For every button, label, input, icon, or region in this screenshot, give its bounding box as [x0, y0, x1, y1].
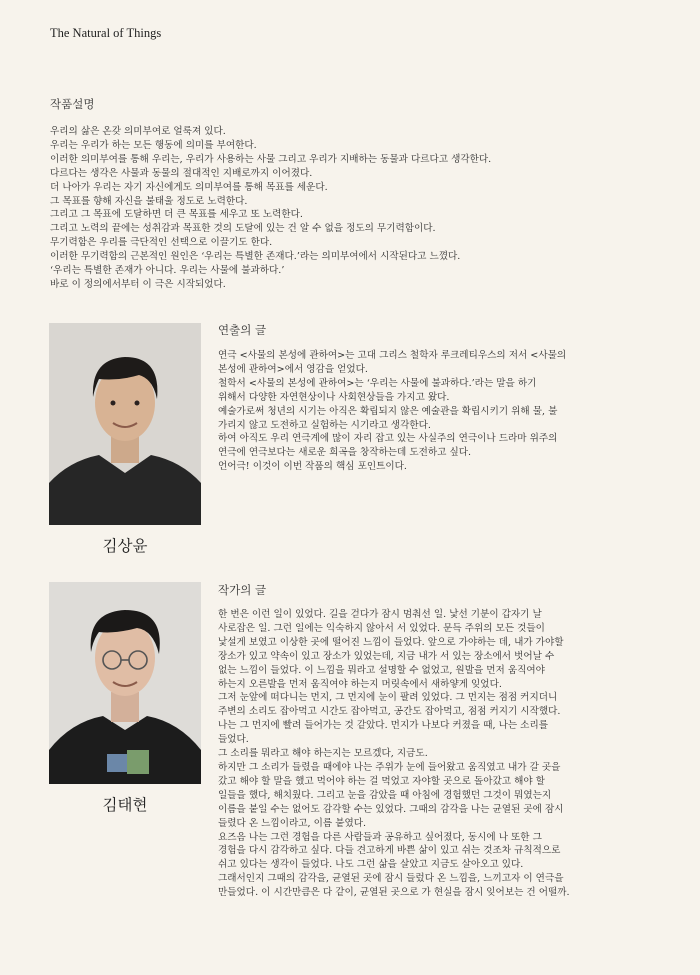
writer-line: 장소가 있고 약속이 있고 장소가 있었는데, 지금 내가 서 있는 장소에서 벗어날 수 — [218, 650, 555, 662]
writer-line: 없는 느낌이 들었다. 이 느낌을 뭐라고 설명할 수 없었고, 원발을 먼저 움직여야 — [218, 664, 545, 676]
director-text — [218, 349, 566, 474]
director-line: 연극 <사물의 본성에 관하여>는 고대 그리스 철학자 루크레티우스의 저서 <사물의 — [218, 350, 567, 361]
director-line: 연극에 연극보다는 새로운 희곡을 창작하는데 도전하고 싶다. — [218, 447, 472, 459]
synopsis-line: 더 나아가 우리는 자기 자신에게도 의미부여를 통해 목표를 세운다. — [50, 181, 328, 193]
writer-line: 주변의 소리도 잡아먹고 시간도 잡아먹고, 공간도 잡아먹고, 점점 커지기 시작했다. — [218, 706, 561, 718]
director-photo — [49, 323, 201, 525]
writer-photo — [49, 582, 201, 784]
director-line: 하여 아직도 우리 연극계에 많이 자리 잡고 있는 사실주의 연극이나 드라마 위주의 — [218, 433, 558, 445]
writer-section-title: 작가의 글 — [218, 583, 267, 597]
synopsis-line: 이러한 무기력함의 근본적인 원인은 ‘우리는 특별한 존재다.’라는 의미부여에서 시작된다고 느꼈다. — [50, 251, 461, 263]
writer-line: 경험을 다시 감각하고 싶다. 다들 견고하게 바쁜 삶이 있고 쉬는 것조차 규칙적으로 — [218, 845, 561, 857]
writer-line: 하지만 그 소리가 들렸을 때에야 나는 주위가 눈에 들어왔고 움직였고 내가 갈 곳을 — [218, 761, 561, 773]
writer-line: 요즈음 나는 그런 경험을 다른 사람들과 공유하고 싶어졌다, 동시에 나 또한 그 — [218, 831, 542, 843]
director-line: 언어극! 이것이 이번 작품의 핵심 포인트이다. — [218, 461, 407, 473]
writer-line: 그래서인지 그때의 감각을, 균열된 곳에 잠시 들렀다 온 느낌을, 느끼고자 이 연극을 — [218, 873, 564, 885]
writer-text — [218, 608, 570, 900]
director-section-title: 연출의 글 — [218, 323, 267, 337]
writer-line: 만들었다. 이 시간만큼은 다 같이, 균열된 곳으로 가 현실을 잠시 잊어보는 건 어떨까. — [218, 887, 570, 899]
synopsis-line: 그 목표를 향해 자신을 불태울 정도로 노력한다. — [50, 195, 248, 207]
writer-line: 일들을 했다, 해치웠다. 그리고 눈을 감았을 때 아침에 경험했던 그것이 뭐였는지 — [218, 789, 552, 801]
page-title: The Natural of Things — [50, 26, 162, 40]
director-line: 철학서 <사물의 본성에 관하여>는 ‘우리는 사물에 불과하다.’라는 말을 하기 — [218, 377, 537, 389]
writer-line: 그 소리를 뭐라고 해야 하는지는 모르겠다, 지금도. — [218, 748, 428, 760]
director-line: 위해서 다양한 자연현상이나 사회현상들을 가지고 왔다. — [218, 391, 450, 403]
director-name: 김상윤 — [102, 537, 148, 555]
director-line: 예술가로써 청년의 시기는 아직은 확립되지 않은 예술관을 확립시키기 위해 물, 불 — [218, 405, 558, 417]
synopsis-line: 바로 이 정의에서부터 이 극은 시작되었다. — [50, 278, 226, 290]
synopsis-line: 우리의 삶은 온갖 의미부여로 얼룩져 있다. — [50, 126, 226, 137]
synopsis-line: 다르다는 생각은 사물과 동물의 절대적인 지배로까지 이어졌다. — [50, 167, 313, 179]
synopsis-line: 그리고 그 목표에 도달하면 더 큰 목표를 세우고 또 노력한다. — [50, 209, 303, 221]
synopsis-title: 작품설명 — [50, 97, 95, 111]
synopsis-line: 무기력함은 우리를 극단적인 선택으로 이끌기도 한다. — [50, 237, 273, 249]
writer-line: 갔고 해야 할 말을 했고 먹어야 하는 걸 먹었고 자야할 곳으로 돌아갔고 해야 할 — [218, 775, 545, 787]
director-line: 본성에 관하여>에서 영감을 얻었다. — [218, 363, 368, 375]
writer-name: 김태현 — [102, 796, 148, 814]
writer-line: 들었다. — [218, 734, 249, 746]
writer-line: 하는지 오른발을 먼저 움직여야 하는지 머릿속에서 새하얗게 잊었다. — [218, 678, 502, 690]
synopsis-text — [50, 125, 491, 292]
writer-line: 쉬고 있다는 생각이 들었다. 나도 그런 삶을 살았고 지금도 살아오고 있다. — [218, 859, 524, 871]
writer-line: 들렸다 온 느낌이라고, 이름 붙였다. — [218, 817, 367, 829]
synopsis-line: 이러한 의미부여를 통해 우리는, 우리가 사용하는 사물 그리고 우리가 지배하는 동물과 다르다고 생각한다. — [50, 153, 492, 165]
writer-line: 사로잡은 일. 그런 일에는 익숙하지 않아서 서 있었다. 문득 주위의 모든 것들이 — [218, 622, 545, 634]
writer-line: 이름을 붙일 수는 없어도 감각할 수는 있었다. 그때의 감각을 나는 균열된 곳에 잠시 — [218, 803, 564, 815]
synopsis-line: 우리는 우리가 하는 모든 행동에 의미를 부여한다. — [50, 139, 257, 151]
synopsis-line: ‘우리는 특별한 존재가 아니다. 우리는 사물에 불과하다.’ — [50, 265, 285, 277]
writer-line: 그저 눈앞에 떠다니는 먼지, 그 먼지에 눈이 팔려 있었다. 그 먼지는 점점 커지더니 — [218, 692, 558, 704]
writer-line: 낯설게 보였고 이상한 곳에 떨어진 느낌이 들었다. 앞으로 가야하는 데, 내가 가야할 — [218, 636, 564, 648]
writer-line: 한 번은 이런 일이 있었다. 길을 걷다가 잠시 멈춰선 일. 낯선 기분이 갑자기 날 — [218, 609, 542, 620]
writer-line: 나는 그 먼지에 빨려 들어가는 것 같았다. 먼지가 나보다 커졌을 때, 나는 소리를 — [218, 720, 548, 732]
director-line: 가리지 않고 도전하고 실험하는 시기라고 생각한다. — [218, 419, 431, 431]
synopsis-line: 그리고 노력의 끝에는 성취감과 목표한 것의 도달에 있는 건 알 수 없을 정도의 무기력함이다. — [50, 223, 436, 235]
